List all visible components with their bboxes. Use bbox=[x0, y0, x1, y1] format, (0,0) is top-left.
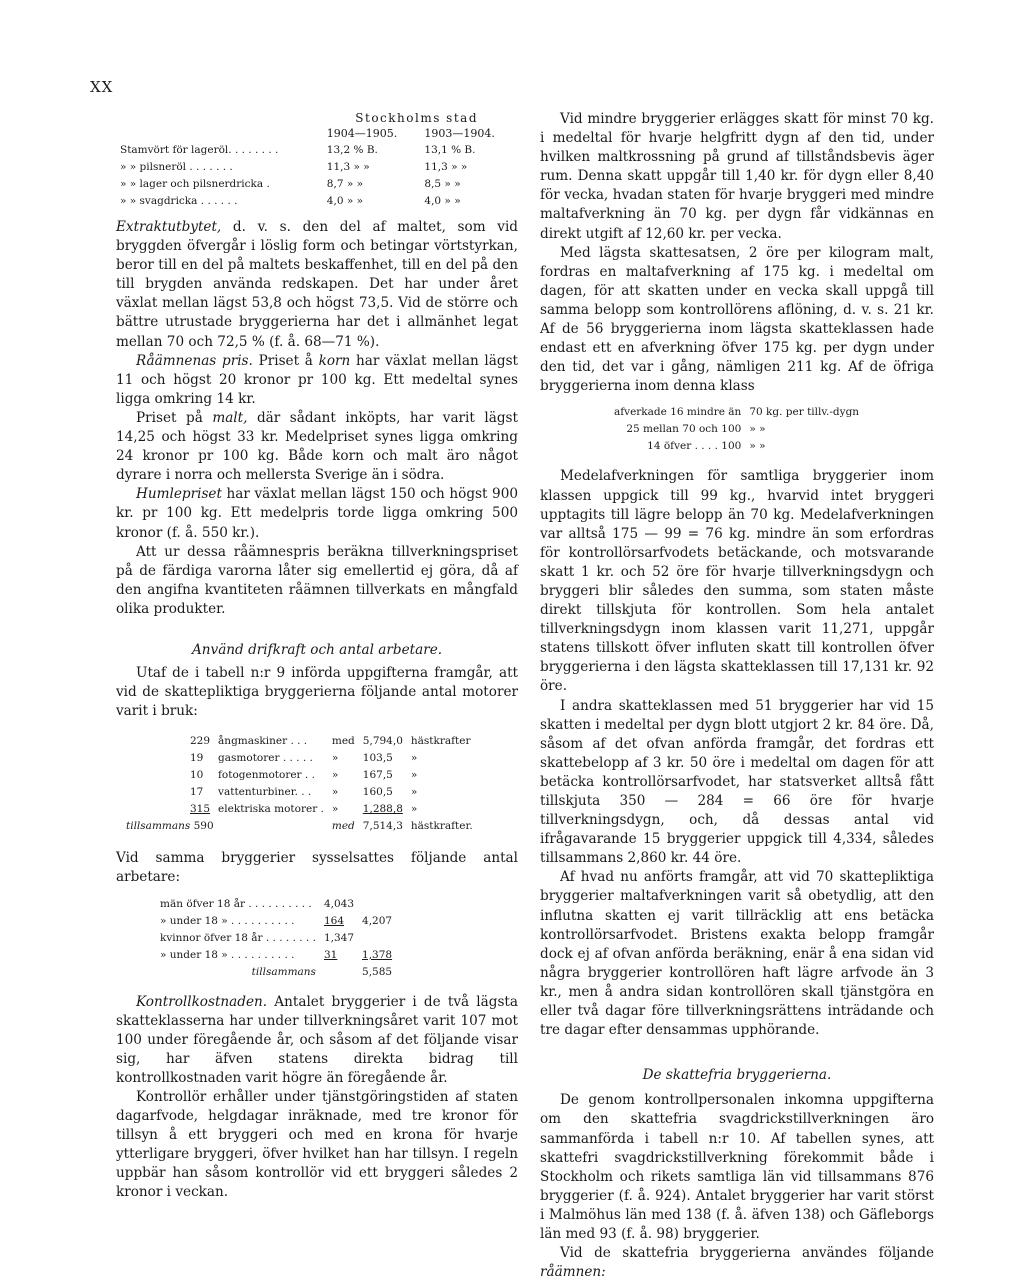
paragraph-mindre-bryggerier: Vid mindre bryggerier erlägges skatt för minst 70 kg. i medeltal för hvarje helgfritt dygn af den tid, under hvilken maltkrossning på grund af tillståndsbevis äger rum. Denna skatt uppgår till 1,40 kr. för dygn eller 8,40 för vecka, hvadan staten för hvarje bryggeri med mindre maltafverkning än 70 kg. per dygn får vidkännas en direkt utgift af 12,60 kr. per vecka. bbox=[540, 111, 934, 242]
table-row bbox=[610, 421, 863, 438]
table-row bbox=[610, 404, 863, 421]
worker-sum bbox=[358, 896, 396, 913]
table-row bbox=[156, 930, 396, 947]
column-header: 1903—1904. bbox=[424, 127, 495, 140]
right-column bbox=[540, 110, 934, 1282]
table-row bbox=[610, 438, 863, 455]
motor-name: vattenturbiner. . . bbox=[218, 786, 312, 799]
paragraph-kontrollkostnaden bbox=[116, 993, 518, 1088]
paragraph-text: Priset på bbox=[136, 409, 213, 426]
motor-total-hp: 7,514,3 bbox=[362, 820, 403, 833]
motor-prefix: » bbox=[331, 752, 339, 765]
afverkning-table bbox=[610, 404, 863, 455]
page-number: XX bbox=[90, 78, 114, 96]
paragraph-lead: Kontrollkostnaden. bbox=[136, 993, 268, 1010]
paragraph-text: där sådant inköpts, har varit lägst 14,25 och högst 33 kr. Medelpriset synes ligga omkring 24 kronor pr 100 kg. Både korn och malt äro något dyrare i norra och mellersta Sverige än i södra. bbox=[116, 409, 518, 484]
table-row bbox=[156, 896, 396, 913]
worker-total-label: tillsammans bbox=[251, 965, 316, 978]
table-row bbox=[116, 176, 518, 193]
row-value: 4,0 » » bbox=[326, 195, 364, 207]
paragraph-lead: Humlepriset bbox=[136, 486, 222, 503]
motor-count: 315 bbox=[190, 803, 211, 816]
worker-sum: 1,378 bbox=[362, 948, 393, 961]
table-total-row bbox=[156, 964, 396, 981]
worker-sum: 4,207 bbox=[362, 914, 393, 927]
worker-value: 164 bbox=[323, 914, 344, 927]
motor-count: 17 bbox=[190, 786, 204, 799]
worker-sum bbox=[358, 930, 396, 947]
table-row bbox=[116, 159, 518, 176]
stockholm-caption: Stockholms stad bbox=[355, 111, 478, 125]
motor-name: elektriska motorer . bbox=[218, 803, 324, 816]
motor-hp: 5,794,0 bbox=[362, 735, 403, 748]
worker-label: » under 18 » . . . . . . . . . . bbox=[160, 948, 295, 961]
paragraph-emphasis: malt, bbox=[212, 409, 248, 426]
motor-name: ångmaskiner . . . bbox=[218, 735, 308, 748]
paragraph-tillverkningspris: Att ur dessa råämnespris beräkna tillverkningspriset på de färdiga varorna låter sig emellertid ej göra, då af den angifna kvantiteten råämnen tillverkats en mångfald olika produkter. bbox=[116, 543, 518, 617]
table-row bbox=[186, 750, 477, 767]
motor-total-unit: hästkrafter. bbox=[410, 820, 473, 833]
paragraph-emphasis: råämnen: bbox=[540, 1264, 606, 1281]
motor-count: 10 bbox=[190, 769, 204, 782]
table-row bbox=[156, 947, 396, 964]
paragraph-text: d. v. s. den del af maltet, som vid bryggden öfvergår i löslig form och betingar vörtstyrkan, beror till en del på maltets beskaffenhet, till en del på den till brygden använda redskapen. Det har under året växlat mellan lägst 53,8 och högst 73,5. Vid de större och bättre utrustade bryggerierna har det i allmänhet legat mellan 70 och 72,5 % (f. å. 68—71 %). bbox=[116, 219, 518, 350]
table-row bbox=[156, 913, 396, 930]
table-row bbox=[186, 784, 477, 801]
left-column bbox=[116, 110, 518, 1203]
afverkning-count: 25 mellan 70 och 100 bbox=[626, 423, 742, 436]
row-value: 11,3 » » bbox=[424, 161, 468, 173]
motor-prefix: med bbox=[331, 735, 355, 748]
paragraph-text: har växlat mellan lägst 150 och högst 900 kr. pr 100 kg. Ett medelpris torde ligga omkring 500 kronor (f. å. 550 kr.). bbox=[116, 486, 518, 541]
motor-unit: » bbox=[410, 803, 418, 816]
worker-value: 1,347 bbox=[323, 931, 355, 944]
table-row bbox=[186, 801, 477, 818]
paragraph-kontrollor: Kontrollör erhåller under tjänstgöringstiden af staten dagarfvode, helgdagar inräknade, med tre kronor för tillsyn å ett bryggeri och med en krona för hvarje ytterligare bryggeri, öfver hvilket han har tillsyn. I regeln uppbär han såsom kontrollör vid ett bryggeri således 2 kronor i veckan. bbox=[116, 1089, 518, 1201]
table-row bbox=[186, 767, 477, 784]
stockholm-table bbox=[116, 126, 518, 210]
paragraph-lead: Råämnenas pris. bbox=[136, 352, 253, 369]
paragraph-text: Vid de skattefria bryggerierna användes följande bbox=[560, 1245, 934, 1262]
worker-value: 31 bbox=[323, 948, 338, 961]
table-row bbox=[116, 142, 518, 159]
section-heading-skattefria: De skattefria bryggerierna. bbox=[642, 1067, 832, 1084]
paragraph-skattefria: De genom kontrollpersonalen inkomna uppgifterna om den skattefria svagdrickstillverkningen äro sammanförda i tabell n:r 10. Af tabellen synes, att skattefri svagdrickstillverkning förekommit både i Stockholm och rikets samtliga län vid tillsammans 876 bryggerier (f. å. 924). Antalet bryggerier har varit störst i Malmöhus län med 138 (f. å. äfven 138) och Gäfleborgs län med 93 (f. å. 98) bryggerier. bbox=[540, 1092, 934, 1242]
worker-label: kvinnor öfver 18 år . . . . . . . . bbox=[160, 931, 316, 944]
worker-total-value: 5,585 bbox=[362, 965, 393, 978]
row-label: » » lager och pilsnerdricka . bbox=[120, 178, 270, 190]
paragraph-humlepriset bbox=[116, 485, 518, 542]
worker-label: män öfver 18 år . . . . . . . . . . bbox=[160, 897, 312, 910]
section-heading-drifkraft: Använd drifkraft och antal arbetare. bbox=[191, 641, 443, 658]
motor-prefix: » bbox=[331, 803, 339, 816]
paragraph-text: Antalet bryggerier i de två lägsta skatteklasserna har under tillverkningsåret varit 107 mot 100 under föregående år, och såsom af det följande visar sig, har äfven statens direkta bidrag till kontrollkostnaden varit högre än föregående år. bbox=[116, 993, 518, 1086]
motor-hp: 1,288,8 bbox=[362, 803, 403, 816]
column-header: 1904—1905. bbox=[326, 127, 398, 140]
paragraph-lagsta-skattesatsen: Med lägsta skattesatsen, 2 öre per kilogram malt, fordras en maltafverkning af 175 kg. i medeltal om dagen, för att skatten under en vecka skall uppgå till samma belopp som kontrollörens aflöning, d. v. s. 21 kr. Af de 56 bryggerierna inom lägsta skatteklassen hade endast ett en afverkning öfver 175 kg. per dygn under den tid, det var i gång, nämligen 211 kg. Af de öfriga bryggerierna inom denna klass bbox=[540, 244, 934, 395]
paragraph-arbetare: Vid samma bryggerier sysselsattes följande antal arbetare: bbox=[116, 850, 518, 886]
table-total-row bbox=[186, 818, 477, 835]
motor-total-label: tillsammans bbox=[126, 820, 191, 833]
paragraph-andra-skatteklassen: I andra skatteklassen med 51 bryggerier har vid 15 skatten i medeltal per dygn blott utgjort 2 kr. 84 öre. Då, såsom af det ofvan anförda framgår, det fordras ett skattebelopp af 3 kr. 50 öre i medeltal om dagen för att betäcka kontrollörsarfvodet, har statsverket alltså fått tillskjuta 350 — 284 = 66 öre för hvarje tillverkningsdygn, och, då dessas antal vid ifrågavarande 15 bryggerier uppgick till 4,334, således tillsammans 2,860 kr. 44 öre. bbox=[540, 697, 934, 867]
afverkning-count: 14 öfver . . . . 100 bbox=[647, 440, 742, 453]
paragraph-raamnenas-pris bbox=[116, 352, 518, 409]
paragraph-extraktutbytet bbox=[116, 218, 518, 352]
table-row bbox=[186, 733, 477, 750]
table-header-row bbox=[116, 126, 518, 142]
motor-hp: 167,5 bbox=[362, 769, 393, 782]
row-value: 11,3 » » bbox=[326, 161, 370, 173]
motor-name: fotogenmotorer . . bbox=[218, 769, 315, 782]
row-value: 8,7 » » bbox=[326, 178, 364, 190]
row-value: 13,2 % B. bbox=[326, 144, 378, 156]
paragraph-text: har växlat mellan lägst 11 och högst 20 kronor pr 100 kg. Ett medeltal synes ligga omkring 14 kr. bbox=[116, 352, 519, 407]
paragraph-raamnen bbox=[540, 1244, 934, 1282]
paragraph-obetydlig: Af hvad nu anförts framgår, att vid 70 skattepliktiga bryggerier maltafverkningen varit så obetydlig, att den influtna skatten ej varit tillräcklig att ens betäcka kontrollörsarfvodet. Bristens exakta belopp framgår dock ej af ofvan anförda beräkning, enär å ena sidan vid några bryggerier kontrollören haft lägre arfvode än 3 kr., men å andra sidan kontrollören skall tjänstgöra en eller två dagar före tillverkningsrättens inträdande och tre dagar efter densammas upphörande. bbox=[540, 869, 934, 1039]
paragraph-malt bbox=[116, 409, 518, 485]
motor-hp: 160,5 bbox=[362, 786, 393, 799]
motor-total-cell bbox=[126, 818, 328, 835]
motor-count: 19 bbox=[190, 752, 204, 765]
paragraph-medelafverkningen: Medelafverkningen för samtliga bryggerier inom klassen uppgick till 99 kg., hvarvid intet bryggeri upptagits till lägre belopp än 70 kg. Medelafverkningen var alltså 175 — 99 = 76 kg. mindre än som erfordras för kontrollörsarfvodets betäckande, och motsvarande skatt 1 kr. och 52 öre för hvarje tillverkningsdygn och bryggeri blir således den summa, som staten måste direkt tillskjuta för kontrollen. Som hela antalet tillverkningsdygn inom klassen varit 11,271, uppgår statens tillskott öfver influten skatt till kontrollen öfver bryggerierna i den lägsta skatteklassen till 17,131 kr. 92 öre. bbox=[540, 468, 934, 695]
motor-total-count: 590 bbox=[193, 820, 214, 833]
afverkning-unit: » » bbox=[749, 440, 766, 453]
paragraph-lead: Extraktutbytet, bbox=[116, 219, 222, 235]
motor-name: gasmotorer . . . . . bbox=[218, 752, 313, 765]
row-label: » » svagdricka . . . . . . bbox=[120, 195, 238, 207]
row-value: 4,0 » » bbox=[424, 195, 461, 207]
paragraph-text: Priset å bbox=[252, 352, 319, 369]
row-label: » » pilsneröl . . . . . . . bbox=[120, 161, 233, 173]
motor-unit: » bbox=[410, 786, 418, 799]
motor-hp: 103,5 bbox=[362, 752, 393, 765]
motor-prefix: » bbox=[331, 786, 339, 799]
row-value: 13,1 % B. bbox=[424, 144, 476, 156]
motor-count: 229 bbox=[190, 735, 211, 748]
motor-total-prefix: med bbox=[331, 820, 355, 833]
table-row bbox=[116, 193, 518, 210]
paragraph-emphasis: korn bbox=[318, 352, 351, 369]
paragraph-motorer: Utaf de i tabell n:r 9 införda uppgifterna framgår, att vid de skattepliktiga bryggerierna följande antal motorer varit i bruk: bbox=[116, 665, 518, 720]
row-label: Stamvört för lageröl. . . . . . . . bbox=[120, 144, 279, 156]
afverkning-count: afverkade 16 mindre än bbox=[614, 406, 742, 419]
worker-table bbox=[156, 896, 396, 981]
afverkning-unit: » » bbox=[749, 423, 766, 436]
worker-value: 4,043 bbox=[323, 897, 355, 910]
worker-label: » under 18 » . . . . . . . . . . bbox=[160, 914, 295, 927]
motor-unit: hästkrafter bbox=[410, 735, 471, 748]
motor-unit: » bbox=[410, 752, 418, 765]
afverkning-unit: 70 kg. per tillv.-dygn bbox=[749, 406, 860, 419]
motor-table bbox=[126, 733, 477, 835]
row-value: 8,5 » » bbox=[424, 178, 461, 190]
motor-prefix: » bbox=[331, 769, 339, 782]
motor-unit: » bbox=[410, 769, 418, 782]
